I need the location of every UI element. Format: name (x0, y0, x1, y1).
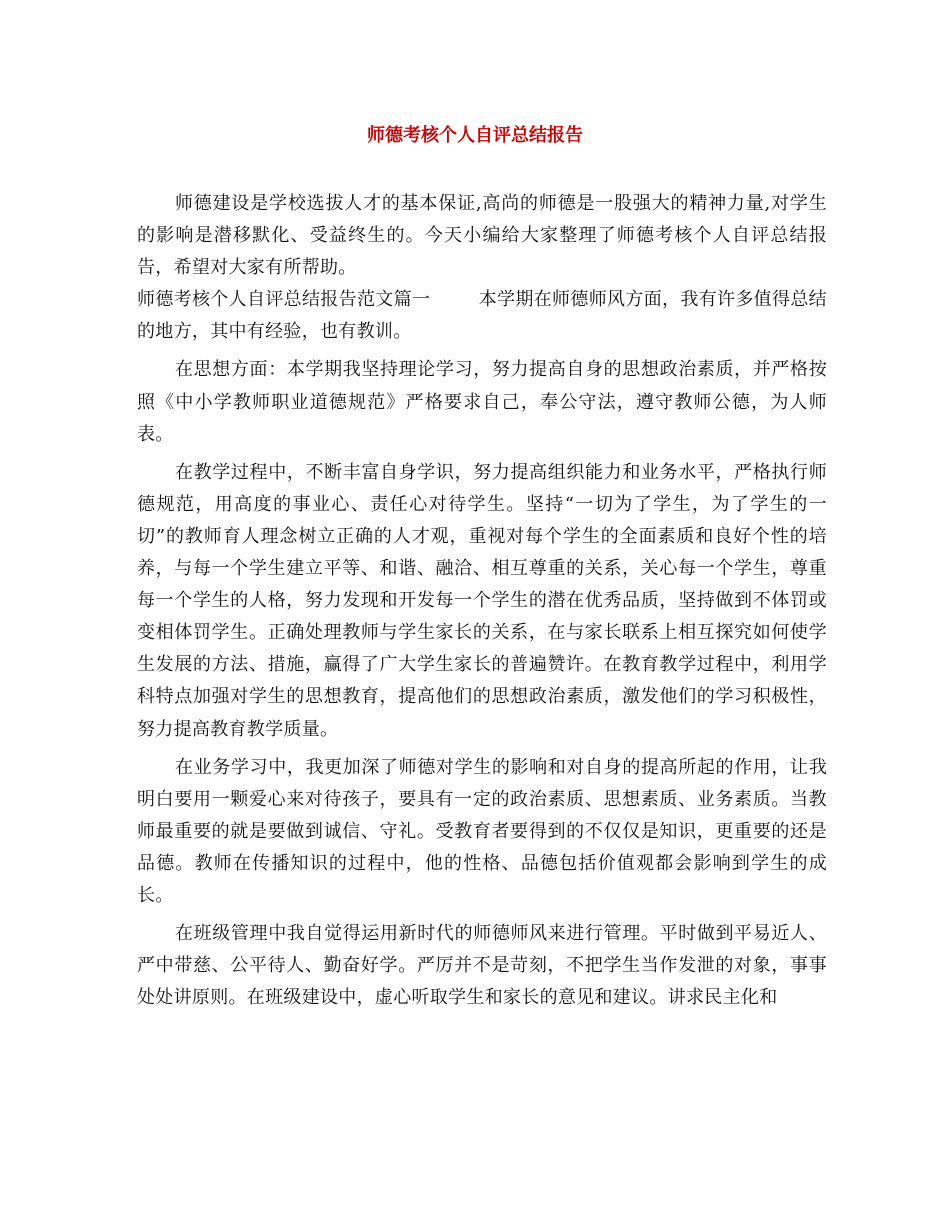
paragraph-study: 在业务学习中，我更加深了师德对学生的影响和对自身的提高所起的作用，让我明白要用一颗爱心来对待孩子，要具有一定的政治素质、思想素质、业务素质。当教师最重要的就是要做到诚信、守礼。受教育者要得到的不仅仅是知识，更重要的还是品德。教师在传播知识的过程中，他的性格、品德包括价值观都会影响到学生的成长。 (137, 756, 827, 906)
intro-paragraph: 师德建设是学校选拔人才的基本保证,高尚的师德是一股强大的精神力量,对学生的影响是潜移默化、受益终生的。今天小编给大家整理了师德考核个人自评总结报告，希望对大家有所帮助。 (137, 193, 827, 279)
section-heading: 师德考核个人自评总结报告范文篇一 (137, 289, 431, 311)
document-title: 师德考核个人自评总结报告 (367, 125, 583, 146)
section-block (137, 284, 827, 348)
paragraph-teaching: 在教学过程中，不断丰富自身学识，努力提高组织能力和业务水平，严格执行师德规范，用高度的事业心、责任心对待学生。坚持“一切为了学生，为了学生的一切”的教师育人理念树立正确的人才观，重视对每个学生的全面素质和良好个性的培养，与每一个学生建立平等、和谐、融洽、相互尊重的关系，关心每一个学生，尊重每一个学生的人格，努力发现和开发每一个学生的潜在优秀品质，坚持做到不体罚或变相体罚学生。正确处理教师与学生家长的关系，在与家长联系上相互探究如何使学生发展的方法、措施，赢得了广大学生家长的普遍赞许。在教育教学过程中，利用学科特点加强对学生的思想教育，提高他们的思想政治素质，激发他们的学习积极性，努力提高教育教学质量。 (137, 461, 827, 740)
paragraph-class-management: 在班级管理中我自觉得运用新时代的师德师风来进行管理。平时做到平易近人、严中带慈、公平待人、勤奋好学。严厉并不是苛刻，不把学生当作发泄的对象，事事处处讲原则。在班级建设中，虚心听取学生和家长的意见和建议。讲求民主化和 (137, 923, 827, 1009)
paragraph-thought: 在思想方面：本学期我坚持理论学习，努力提高自身的思想政治素质，并严格按照《中小学教师职业道德规范》严格要求自己，奉公守法，遵守教师公德，为人师表。 (137, 359, 827, 445)
section-lead: 本学期在师德师风方面，我有许多值得总结的地方，其中有经验，也有教训。 (137, 289, 827, 343)
document-body (137, 188, 827, 1014)
